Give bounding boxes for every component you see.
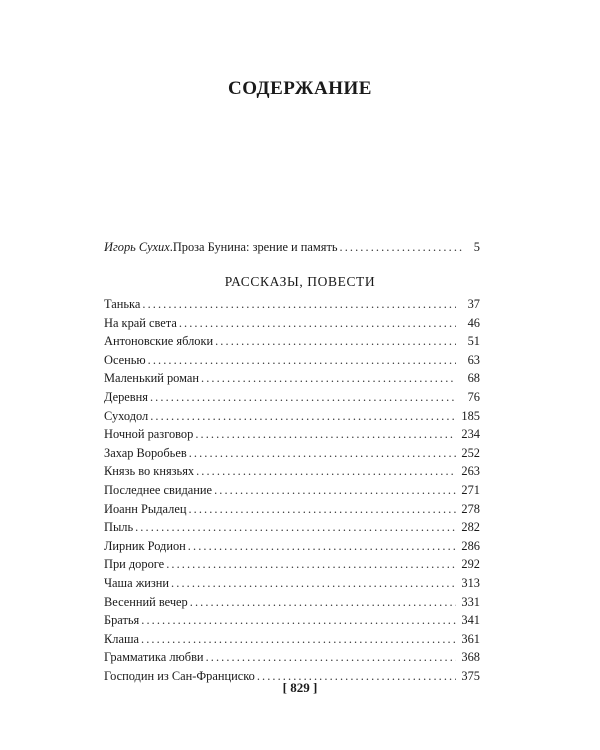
toc-entry-title: Иоанн Рыдалец — [104, 501, 187, 516]
dot-leader — [179, 316, 456, 331]
toc-entry-title: Лирник Родион — [104, 538, 186, 553]
toc-entry-title: Танька — [104, 297, 141, 311]
intro-title: Проза Бунина: зрение и память — [172, 240, 338, 254]
toc-entry-page: 234 — [461, 427, 480, 442]
toc-entry — [104, 539, 480, 558]
toc-entry — [104, 316, 480, 335]
dot-leader — [195, 427, 456, 442]
toc-entry — [104, 297, 480, 316]
toc-entry — [104, 446, 480, 465]
dot-leader — [206, 650, 456, 665]
dot-leader — [148, 353, 456, 368]
toc-entry — [104, 409, 480, 428]
toc-entry-page: 51 — [467, 334, 480, 349]
dot-leader — [215, 334, 456, 349]
toc-entry-page: 37 — [467, 297, 480, 311]
intro-page-number: 5 — [473, 240, 480, 254]
toc-entry-title: Ночной разговор — [104, 427, 194, 442]
toc-entry-title: Антоновские яблоки — [104, 334, 214, 349]
dot-leader — [189, 446, 456, 461]
toc-entry-title: Последнее свидание — [104, 482, 213, 497]
dot-leader — [141, 632, 456, 647]
toc-entry-page: 68 — [467, 371, 480, 386]
dot-leader — [135, 520, 456, 535]
toc-entry-title: Братья — [104, 613, 140, 628]
toc-entry — [104, 502, 480, 521]
dot-leader — [201, 371, 456, 386]
toc-entry-page: 313 — [461, 575, 480, 590]
toc-entry — [104, 595, 480, 614]
toc-entry — [104, 353, 480, 372]
dot-leader — [166, 557, 456, 572]
toc-entry — [104, 632, 480, 651]
dot-leader — [190, 595, 456, 610]
toc-entry-page: 368 — [461, 650, 480, 665]
page-title: СОДЕРЖАНИЕ — [228, 78, 372, 99]
toc-entry-title: Пыль — [104, 520, 134, 535]
intro-author: Игорь Сухих — [104, 240, 170, 254]
toc-entry-title: Суходол — [104, 408, 149, 423]
toc-entry — [104, 464, 480, 483]
toc-entry-title: Осенью — [104, 352, 146, 367]
toc-entry — [104, 650, 480, 669]
dot-leader — [196, 464, 456, 479]
toc-entry — [104, 334, 480, 353]
toc-entry-page: 341 — [461, 613, 480, 628]
toc-entry-page: 282 — [461, 520, 480, 535]
toc-entry-page: 263 — [461, 464, 480, 479]
dot-leader — [171, 576, 456, 591]
toc-entry-page: 286 — [461, 538, 480, 553]
toc-entry-title: Грамматика любви — [104, 650, 204, 665]
toc-entry-page: 361 — [461, 631, 480, 646]
toc-entry-title: При дороге — [104, 557, 165, 572]
toc-entry — [104, 427, 480, 446]
toc-entry-title: Чаша жизни — [104, 575, 170, 590]
toc-entry-page: 185 — [461, 408, 480, 423]
toc-entry-page: 46 — [467, 315, 480, 330]
toc-entry — [104, 371, 480, 390]
toc-entry — [104, 390, 480, 409]
dot-leader — [340, 239, 462, 255]
toc-entry — [104, 576, 480, 595]
dot-leader — [188, 502, 456, 517]
toc-entry-page: 63 — [467, 352, 480, 367]
toc-entry-title: Клаша — [104, 631, 139, 646]
toc-entry-page: 76 — [467, 389, 480, 404]
toc-entry-page: 252 — [461, 445, 480, 460]
dot-leader — [214, 483, 456, 498]
toc-entry — [104, 613, 480, 632]
dot-leader — [188, 539, 456, 554]
toc-entry — [104, 557, 480, 576]
toc-intro-entry — [104, 239, 480, 255]
dot-leader — [142, 297, 456, 312]
dot-leader — [150, 390, 456, 405]
toc-entry — [104, 520, 480, 539]
toc-entry-title: На край света — [104, 315, 177, 330]
toc-entry-title: Деревня — [104, 389, 148, 404]
toc-entry-page: 375 — [461, 668, 480, 683]
dot-leader — [141, 613, 456, 628]
dot-leader — [150, 409, 456, 424]
toc-entry-title: Князь во князьях — [104, 464, 195, 479]
toc-entry-title: Захар Воробьев — [104, 445, 187, 460]
page-number-folio: [ 829 ] — [282, 680, 318, 695]
toc-entry-page: 331 — [461, 594, 480, 609]
toc-entry-page: 271 — [461, 482, 480, 497]
toc-entry-title: Господин из Сан-Франциско — [104, 668, 255, 683]
toc-entry-page: 292 — [461, 557, 480, 572]
toc-entry-title: Маленький роман — [104, 371, 200, 386]
toc-entry-title: Весенний вечер — [104, 594, 188, 609]
toc-list — [104, 297, 480, 687]
toc-entry — [104, 483, 480, 502]
intro-separator: . — [169, 240, 173, 254]
section-heading: РАССКАЗЫ, ПОВЕСТИ — [224, 274, 376, 289]
toc-entry-page: 278 — [461, 501, 480, 516]
